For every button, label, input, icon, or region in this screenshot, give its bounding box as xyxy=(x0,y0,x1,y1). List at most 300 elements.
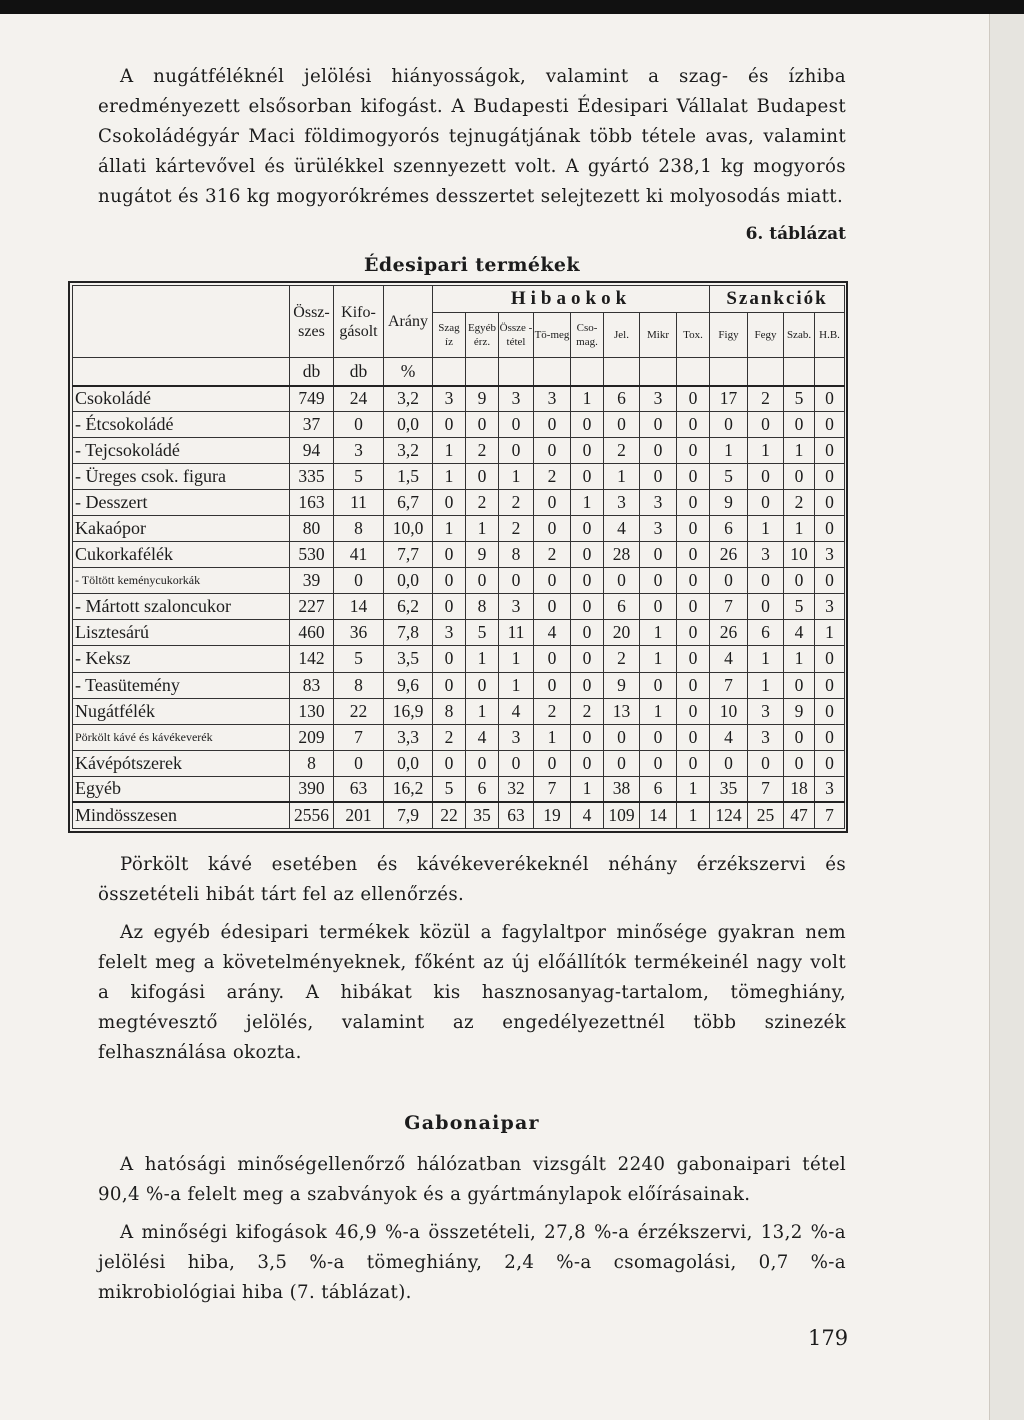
table-cell: 1 xyxy=(748,646,784,672)
table-cell: 1 xyxy=(640,698,677,724)
table-cell: 1 xyxy=(466,516,499,542)
table-cell: 37 xyxy=(290,412,334,438)
table-row xyxy=(73,802,845,828)
table-cell: 10 xyxy=(784,542,815,568)
table-row xyxy=(73,724,845,750)
table-cell: 0 xyxy=(677,542,710,568)
table-cell: 1 xyxy=(748,516,784,542)
header-arany: Arány xyxy=(384,286,433,358)
table-cell: 7,7 xyxy=(384,542,433,568)
table-cell: 0 xyxy=(571,568,604,594)
table-cell: 3 xyxy=(334,438,384,464)
table-cell: 0 xyxy=(534,594,571,620)
table-row xyxy=(73,464,845,490)
table-cell: 1 xyxy=(499,646,534,672)
table-cell: 0 xyxy=(433,750,466,776)
table-cell: 3 xyxy=(640,516,677,542)
table-cell: 0 xyxy=(748,568,784,594)
table-cell: 3 xyxy=(815,594,845,620)
paragraph-nugat: A nugátféléknél jelölési hiányosságok, valamint a szag- és ízhiba eredményezett elsősorban kifogást. A Budapesti Édesipari Vállalat Budapest Csokoládégyár Maci földimogyorós tejnugátjának több tétele avas, valamint állati kártevővel és ürülékkel szennyezett volt. A gyártó 238,1 kg mogyorós nugátot és 316 kg mogyorókrémes desszertet selejtezett ki molyosodás miatt. xyxy=(98,66,846,207)
header-hiba-7: Mikr xyxy=(640,313,677,358)
table-cell: 7,9 xyxy=(384,802,433,828)
table-row xyxy=(73,646,845,672)
table-row xyxy=(73,542,845,568)
table-cell: 7 xyxy=(815,802,845,828)
table-cell: 3 xyxy=(499,594,534,620)
table-cell: 0 xyxy=(640,672,677,698)
table-cell: 16,9 xyxy=(384,698,433,724)
table-cell: 7,8 xyxy=(384,620,433,646)
table-cell: 749 xyxy=(290,386,334,412)
table-row xyxy=(73,438,845,464)
table-cell: 0 xyxy=(571,620,604,646)
table-cell: 0 xyxy=(815,516,845,542)
table-cell: 14 xyxy=(640,802,677,828)
table-row xyxy=(73,698,845,724)
header-szankcio-1: Figy xyxy=(710,313,748,358)
header-szankciok: Szankciók xyxy=(710,286,845,313)
table-cell: 0 xyxy=(640,724,677,750)
table-cell: 0 xyxy=(433,568,466,594)
table-cell: 201 xyxy=(334,802,384,828)
table-cell: 0 xyxy=(334,412,384,438)
table-cell: 2 xyxy=(604,646,640,672)
table-cell: 0,0 xyxy=(384,750,433,776)
header-osszes: Össz-szes xyxy=(290,286,334,358)
paragraph-gabonaipar-1: A hatósági minőségellenőrző hálózatban vizsgált 2240 gabonaipari tétel 90,4 %-a felelt meg a szabványok és a gyártmánylapok előírásainak. xyxy=(98,1154,846,1205)
table-cell: 0 xyxy=(677,724,710,750)
table-cell: 5 xyxy=(334,464,384,490)
header-szankcio-3: Szab. xyxy=(784,313,815,358)
table-cell: 0 xyxy=(604,750,640,776)
table-cell: 6,2 xyxy=(384,594,433,620)
table-cell: 0 xyxy=(640,568,677,594)
table-cell: 0 xyxy=(677,386,710,412)
table-cell: 10,0 xyxy=(384,516,433,542)
table-cell: 0 xyxy=(433,672,466,698)
table-cell: 5 xyxy=(784,386,815,412)
table-cell: 9 xyxy=(604,672,640,698)
table-cell: 1 xyxy=(571,386,604,412)
table-cell: 0 xyxy=(534,646,571,672)
table-cell: 2 xyxy=(571,698,604,724)
table-cell: 0 xyxy=(815,750,845,776)
table-cell: 0 xyxy=(677,412,710,438)
table-cell: 0 xyxy=(748,490,784,516)
paragraph-gabonaipar-2: A minőségi kifogások 46,9 %-a összetételi, 27,8 %-a érzékszervi, 13,2 %-a jelölési hiba, 3,5 %-a tömeghiány, 2,4 %-a csomagolási, 0,7 %-a mikrobiológiai hiba (7. táblázat). xyxy=(98,1222,846,1303)
table-title: Édesipari termékek xyxy=(364,254,580,276)
table-cell: 2556 xyxy=(290,802,334,828)
table-cell: 0 xyxy=(499,412,534,438)
row-label: Kakaópor xyxy=(73,516,290,542)
table-cell: 1 xyxy=(748,672,784,698)
table-cell: 1 xyxy=(784,516,815,542)
table-cell: 3 xyxy=(748,698,784,724)
row-label: - Teasütemény xyxy=(73,672,290,698)
table-cell: 0 xyxy=(334,750,384,776)
table-cell: 1 xyxy=(640,620,677,646)
page-top-edge xyxy=(0,0,1024,14)
table-cell: 2 xyxy=(534,464,571,490)
header-hiba-5: Cso-mag. xyxy=(571,313,604,358)
header-hiba-8: Tox. xyxy=(677,313,710,358)
table-row xyxy=(73,412,845,438)
table-cell: 22 xyxy=(433,802,466,828)
table-cell: 3 xyxy=(499,386,534,412)
table-cell: 0 xyxy=(677,698,710,724)
table-cell: 1 xyxy=(784,438,815,464)
table-cell: 9 xyxy=(466,542,499,568)
table-cell: 5 xyxy=(466,620,499,646)
unit-osszes: db xyxy=(290,358,334,386)
table-cell: 3 xyxy=(815,542,845,568)
header-szankcio-4: H.B. xyxy=(815,313,845,358)
table-cell: 1 xyxy=(499,672,534,698)
table-cell: 0 xyxy=(677,490,710,516)
table-row xyxy=(73,490,845,516)
table-cell: 3 xyxy=(748,724,784,750)
table-cell: 1 xyxy=(677,802,710,828)
table-cell: 0 xyxy=(815,490,845,516)
table-cell: 2 xyxy=(499,490,534,516)
table-cell: 0 xyxy=(710,750,748,776)
table-cell: 1 xyxy=(604,464,640,490)
table-cell: 2 xyxy=(499,516,534,542)
table-cell: 8 xyxy=(290,750,334,776)
table-cell: 0 xyxy=(433,646,466,672)
table-cell: 8 xyxy=(433,698,466,724)
table-cell: 2 xyxy=(433,724,466,750)
table-cell: 3,5 xyxy=(384,646,433,672)
table-cell: 0 xyxy=(466,672,499,698)
table-cell: 0 xyxy=(466,750,499,776)
table-cell: 0 xyxy=(815,464,845,490)
table-cell: 0 xyxy=(571,724,604,750)
paragraph-egyeb-edesipari: Az egyéb édesipari termékek közül a fagylaltpor minősége gyakran nem felelt meg a követelményeknek, főként az új előállítók termékeinél nagy volt a kifogási arány. A hibákat kis hasznosanyag-tartalom, tömeghiány, megtévesztő jelölés, valamint az engedélyezettnél több szinezék felhasználása okozta. xyxy=(98,922,846,1063)
table-cell: 1 xyxy=(815,620,845,646)
table-cell: 39 xyxy=(290,568,334,594)
table-cell: 3,2 xyxy=(384,386,433,412)
row-label: - Mártott szaloncukor xyxy=(73,594,290,620)
header-empty-name xyxy=(73,286,290,358)
table-cell: 4 xyxy=(710,646,748,672)
table-cell: 19 xyxy=(534,802,571,828)
table-cell: 3 xyxy=(604,490,640,516)
table-row xyxy=(73,620,845,646)
table-cell: 0 xyxy=(815,386,845,412)
table-cell: 0 xyxy=(640,412,677,438)
table-row xyxy=(73,516,845,542)
table-cell: 0 xyxy=(677,672,710,698)
table-cell: 4 xyxy=(534,620,571,646)
table-cell: 5 xyxy=(433,776,466,802)
table-cell: 11 xyxy=(334,490,384,516)
page-right-edge xyxy=(989,14,1024,1420)
row-label: Egyéb xyxy=(73,776,290,802)
section-title-gabonaipar: Gabonaipar xyxy=(404,1112,540,1134)
table-cell: 0 xyxy=(571,672,604,698)
table-cell: 1 xyxy=(571,776,604,802)
table-cell: 390 xyxy=(290,776,334,802)
table-cell: 4 xyxy=(466,724,499,750)
table-cell: 0 xyxy=(815,568,845,594)
table-cell: 1 xyxy=(784,646,815,672)
table-cell: 109 xyxy=(604,802,640,828)
table-cell: 13 xyxy=(604,698,640,724)
table-cell: 0 xyxy=(748,750,784,776)
table-cell: 2 xyxy=(784,490,815,516)
table-cell: 9 xyxy=(466,386,499,412)
table-cell: 0 xyxy=(677,438,710,464)
table-cell: 0 xyxy=(499,438,534,464)
table-cell: 3 xyxy=(748,542,784,568)
table-cell: 11 xyxy=(499,620,534,646)
table-cell: 0 xyxy=(466,568,499,594)
header-hiba-6: Jel. xyxy=(604,313,640,358)
table-cell: 16,2 xyxy=(384,776,433,802)
table-cell: 4 xyxy=(571,802,604,828)
unit-empty xyxy=(73,358,290,386)
table-cell: 2 xyxy=(534,542,571,568)
row-label: Cukorkafélék xyxy=(73,542,290,568)
table-cell: 10 xyxy=(710,698,748,724)
header-hiba-2: Egyéb érz. xyxy=(466,313,499,358)
table-cell: 32 xyxy=(499,776,534,802)
table-cell: 2 xyxy=(466,438,499,464)
table-cell: 1 xyxy=(677,776,710,802)
table-cell: 0 xyxy=(604,412,640,438)
table-cell: 0 xyxy=(571,516,604,542)
table-cell: 3 xyxy=(640,386,677,412)
table-cell: 0 xyxy=(534,412,571,438)
table-cell: 1 xyxy=(466,698,499,724)
table-cell: 0 xyxy=(433,412,466,438)
table-cell: 0 xyxy=(571,750,604,776)
table-cell: 4 xyxy=(784,620,815,646)
table-cell: 5 xyxy=(710,464,748,490)
unit-arany: % xyxy=(384,358,433,386)
table-cell: 0 xyxy=(677,750,710,776)
table-cell: 0 xyxy=(466,412,499,438)
table-cell: 0 xyxy=(334,568,384,594)
table-row xyxy=(73,776,845,802)
table-cell: 24 xyxy=(334,386,384,412)
table-cell: 0 xyxy=(604,568,640,594)
table-cell: 1 xyxy=(710,438,748,464)
text-after-table xyxy=(98,850,846,1308)
table-cell: 6 xyxy=(466,776,499,802)
table-cell: 8 xyxy=(334,672,384,698)
table-cell: 3 xyxy=(433,620,466,646)
table-cell: 0 xyxy=(433,542,466,568)
table-cell: 0 xyxy=(433,490,466,516)
table-cell: 3,2 xyxy=(384,438,433,464)
table-cell: 6 xyxy=(604,594,640,620)
table-cell: 0 xyxy=(784,724,815,750)
table-number: 6. táblázat xyxy=(745,224,846,244)
table-cell: 0 xyxy=(571,412,604,438)
table-cell: 9 xyxy=(710,490,748,516)
table-cell: 5 xyxy=(784,594,815,620)
page-number: 179 xyxy=(808,1326,849,1350)
table-cell: 3 xyxy=(815,776,845,802)
table-cell: 6,7 xyxy=(384,490,433,516)
table-cell: 63 xyxy=(334,776,384,802)
table-cell: 0 xyxy=(784,672,815,698)
header-hiba-3: Össze -tétel xyxy=(499,313,534,358)
table-cell: 0 xyxy=(499,568,534,594)
table-row xyxy=(73,672,845,698)
table-cell: 0 xyxy=(604,724,640,750)
table-cell: 80 xyxy=(290,516,334,542)
table-cell: 7 xyxy=(534,776,571,802)
table-cell: 1 xyxy=(433,438,466,464)
table-cell: 8 xyxy=(466,594,499,620)
table-cell: 460 xyxy=(290,620,334,646)
row-label: - Töltött keménycukorkák xyxy=(73,568,290,594)
edesipari-table xyxy=(72,285,845,829)
table-cell: 0 xyxy=(534,750,571,776)
row-label: Lisztesárú xyxy=(73,620,290,646)
table-cell: 0 xyxy=(571,646,604,672)
table-cell: 0 xyxy=(748,464,784,490)
table-cell: 1 xyxy=(534,724,571,750)
table-cell: 0 xyxy=(748,594,784,620)
table-cell: 0 xyxy=(640,464,677,490)
edesipari-table-frame xyxy=(68,281,848,833)
row-label: Csokoládé xyxy=(73,386,290,412)
header-hiba-4: Tö-meg xyxy=(534,313,571,358)
table-cell: 4 xyxy=(604,516,640,542)
table-cell: 0 xyxy=(677,464,710,490)
table-cell: 28 xyxy=(604,542,640,568)
table-cell: 0 xyxy=(677,568,710,594)
unit-kifogasolt: db xyxy=(334,358,384,386)
table-cell: 0 xyxy=(784,412,815,438)
paragraph-porkolt-kave: Pörkölt kávé esetében és kávékeverékeknél néhány érzékszervi és összetételi hibát tárt fel az ellenőrzés. xyxy=(98,854,846,905)
row-label: - Étcsokoládé xyxy=(73,412,290,438)
table-cell: 0 xyxy=(571,438,604,464)
table-cell: 0 xyxy=(433,594,466,620)
table-cell: 26 xyxy=(710,542,748,568)
table-cell: 3 xyxy=(433,386,466,412)
table-cell: 6 xyxy=(604,386,640,412)
table-cell: 0 xyxy=(815,724,845,750)
table-cell: 209 xyxy=(290,724,334,750)
table-cell: 36 xyxy=(334,620,384,646)
table-cell: 163 xyxy=(290,490,334,516)
table-cell: 2 xyxy=(748,386,784,412)
table-cell: 0 xyxy=(571,464,604,490)
table-cell: 0 xyxy=(640,438,677,464)
table-cell: 1 xyxy=(433,464,466,490)
table-cell: 0 xyxy=(534,516,571,542)
table-cell: 0 xyxy=(571,594,604,620)
row-label: Kávépótszerek xyxy=(73,750,290,776)
table-cell: 124 xyxy=(710,802,748,828)
table-cell: 1,5 xyxy=(384,464,433,490)
header-hibaokok: Hibaokok xyxy=(433,286,710,313)
table-cell: 3 xyxy=(640,490,677,516)
table-cell: 94 xyxy=(290,438,334,464)
table-cell: 26 xyxy=(710,620,748,646)
table-cell: 0 xyxy=(784,750,815,776)
table-cell: 35 xyxy=(710,776,748,802)
table-cell: 0 xyxy=(815,646,845,672)
table-cell: 2 xyxy=(466,490,499,516)
table-cell: 22 xyxy=(334,698,384,724)
table-cell: 6 xyxy=(748,620,784,646)
table-cell: 0 xyxy=(534,438,571,464)
table-cell: 3 xyxy=(534,386,571,412)
table-cell: 9 xyxy=(784,698,815,724)
table-row xyxy=(73,594,845,620)
table-cell: 0,0 xyxy=(384,568,433,594)
table-cell: 4 xyxy=(499,698,534,724)
header-szankcio-2: Fegy xyxy=(748,313,784,358)
table-cell: 2 xyxy=(534,698,571,724)
table-cell: 8 xyxy=(334,516,384,542)
table-row xyxy=(73,386,845,412)
table-cell: 0,0 xyxy=(384,412,433,438)
table-cell: 1 xyxy=(433,516,466,542)
table-cell: 0 xyxy=(710,568,748,594)
table-cell: 7 xyxy=(710,594,748,620)
table-cell: 7 xyxy=(334,724,384,750)
table-cell: 3,3 xyxy=(384,724,433,750)
table-cell: 5 xyxy=(334,646,384,672)
row-label: - Tejcsokoládé xyxy=(73,438,290,464)
row-label: Mindösszesen xyxy=(73,802,290,828)
table-cell: 3 xyxy=(499,724,534,750)
table-cell: 142 xyxy=(290,646,334,672)
header-row-groups xyxy=(73,286,845,313)
table-cell: 18 xyxy=(784,776,815,802)
table-cell: 0 xyxy=(677,594,710,620)
table-cell: 0 xyxy=(499,750,534,776)
table-cell: 0 xyxy=(784,568,815,594)
table-cell: 1 xyxy=(499,464,534,490)
table-cell: 83 xyxy=(290,672,334,698)
table-cell: 0 xyxy=(748,412,784,438)
table-cell: 6 xyxy=(710,516,748,542)
table-body xyxy=(73,386,845,829)
table-cell: 0 xyxy=(677,620,710,646)
table-cell: 4 xyxy=(710,724,748,750)
table-cell: 35 xyxy=(466,802,499,828)
table-cell: 0 xyxy=(534,490,571,516)
table-cell: 0 xyxy=(710,412,748,438)
table-cell: 7 xyxy=(710,672,748,698)
table-cell: 1 xyxy=(466,646,499,672)
table-cell: 6 xyxy=(640,776,677,802)
table-cell: 335 xyxy=(290,464,334,490)
table-cell: 14 xyxy=(334,594,384,620)
table-cell: 0 xyxy=(815,672,845,698)
table-cell: 0 xyxy=(466,464,499,490)
table-cell: 0 xyxy=(815,438,845,464)
table-cell: 17 xyxy=(710,386,748,412)
table-cell: 0 xyxy=(815,698,845,724)
header-hiba-1: Szag íz xyxy=(433,313,466,358)
table-cell: 0 xyxy=(534,568,571,594)
table-cell: 0 xyxy=(677,646,710,672)
table-cell: 0 xyxy=(677,516,710,542)
header-kifogasolt: Kifo-gásolt xyxy=(334,286,384,358)
table-cell: 130 xyxy=(290,698,334,724)
table-row xyxy=(73,750,845,776)
table-cell: 0 xyxy=(571,542,604,568)
